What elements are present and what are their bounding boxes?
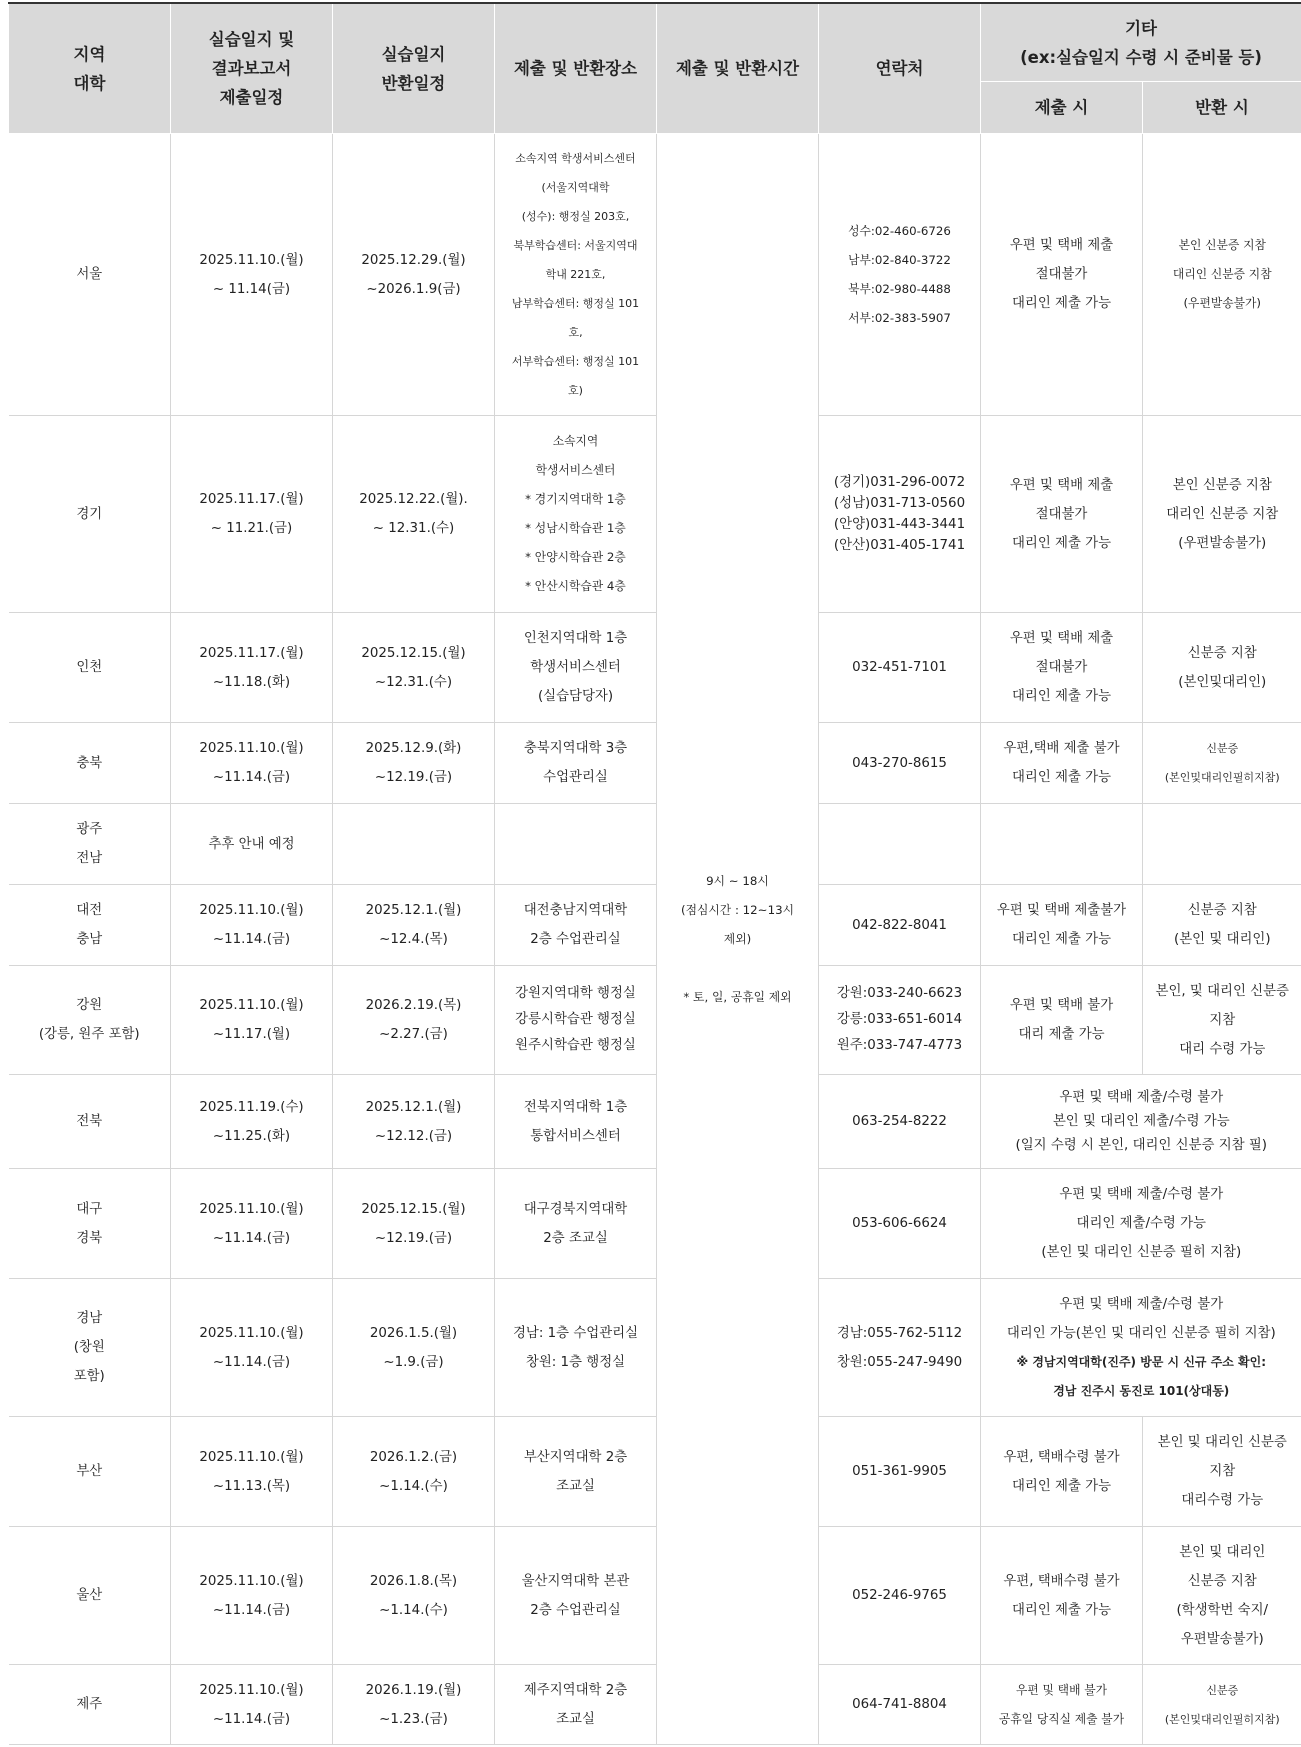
cell-etc-submit: 우편 및 택배 제출불가 대리인 제출 가능 xyxy=(981,885,1143,966)
cell-shared-time: 9시 ~ 18시 (점심시간 : 12~13시 제외) * 토, 일, 공휴일 제외 xyxy=(657,134,819,1745)
cell-submit-schedule: 2025.11.17.(월) ~ 11.21.(금) xyxy=(171,416,333,613)
table-row xyxy=(9,613,1301,723)
cell-submit-schedule: 2025.11.10.(월) ~ 11.14(금) xyxy=(171,134,333,416)
cell-return-schedule: 2025.12.15.(월) ~12.19.(금) xyxy=(333,1169,495,1279)
cell-contact: 경남:055-762-5112 창원:055-247-9490 xyxy=(819,1279,981,1417)
cell-place: 제주지역대학 2층 조교실 xyxy=(495,1665,657,1745)
cell-etc-return: 본인 신분증 지참 대리인 신분증 지참 (우편발송불가) xyxy=(1143,134,1301,416)
header-return-schedule: 실습일지 반환일정 xyxy=(333,3,495,134)
cell-etc-submit: 우편 및 택배 불가 대리 제출 가능 xyxy=(981,966,1143,1075)
cell-return-schedule: 2025.12.15.(월) ~12.31.(수) xyxy=(333,613,495,723)
table-row xyxy=(9,723,1301,804)
cell-contact: 064-741-8804 xyxy=(819,1665,981,1745)
cell-submit-schedule: 2025.11.17.(월) ~11.18.(화) xyxy=(171,613,333,723)
table-row xyxy=(9,1279,1301,1417)
cell-region: 서울 xyxy=(9,134,171,416)
table-row xyxy=(9,1417,1301,1527)
cell-place: 강원지역대학 행정실 강릉시학습관 행정실 원주시학습관 행정실 xyxy=(495,966,657,1075)
table-row xyxy=(9,885,1301,966)
cell-etc-return: 본인 및 대리인 신분증 지참 대리수령 가능 xyxy=(1143,1417,1301,1527)
cell-submit-schedule: 2025.11.19.(수) ~11.25.(화) xyxy=(171,1075,333,1169)
cell-place: 인천지역대학 1층 학생서비스센터 (실습담당자) xyxy=(495,613,657,723)
cell-region: 울산 xyxy=(9,1527,171,1665)
cell-contact: 052-246-9765 xyxy=(819,1527,981,1665)
table-row xyxy=(9,966,1301,1075)
cell-region: 경기 xyxy=(9,416,171,613)
table-row xyxy=(9,416,1301,613)
cell-submit-schedule: 2025.11.10.(월) ~11.13.(목) xyxy=(171,1417,333,1527)
cell-region: 광주 전남 xyxy=(9,804,171,885)
cell-etc-submit: 우편 및 택배 제출 절대불가 대리인 제출 가능 xyxy=(981,416,1143,613)
cell-place: 소속지역 학생서비스센터 (서울지역대학 (성수): 행정실 203호, 북부학습센터: 서울지역대 학내 221호, 남부학습센터: 행정실 101 호, 서부학습센터: 행정실 101 호) xyxy=(495,134,657,416)
table-row xyxy=(9,1665,1301,1745)
cell-etc-submit: 우편 및 택배 불가 공휴일 당직실 제출 불가 xyxy=(981,1665,1143,1745)
cell-contact xyxy=(819,804,981,885)
header-etc-submit: 제출 시 xyxy=(981,82,1143,134)
cell-region: 강원 (강릉, 원주 포함) xyxy=(9,966,171,1075)
cell-etc-return: 신분증 (본인및대리인필히지참) xyxy=(1143,1665,1301,1745)
gyeongnam-address-note: ※ 경남지역대학(진주) 방문 시 신규 주소 확인: 경남 진주시 동진로 101(상대동) xyxy=(1016,1354,1267,1398)
cell-contact: 051-361-9905 xyxy=(819,1417,981,1527)
cell-contact: 성수:02-460-6726 남부:02-840-3722 북부:02-980-4488 서부:02-383-5907 xyxy=(819,134,981,416)
header-etc: 기타 (ex:실습일지 수령 시 준비물 등) xyxy=(981,3,1301,82)
cell-etc-return: 신분증 지참 (본인 및 대리인) xyxy=(1143,885,1301,966)
cell-place: 경남: 1층 수업관리실 창원: 1층 행정실 xyxy=(495,1279,657,1417)
submission-schedule-table xyxy=(8,2,1301,1745)
cell-return-schedule: 2026.1.2.(금) ~1.14.(수) xyxy=(333,1417,495,1527)
cell-return-schedule: 2026.2.19.(목) ~2.27.(금) xyxy=(333,966,495,1075)
cell-contact: 063-254-8222 xyxy=(819,1075,981,1169)
cell-submit-schedule: 2025.11.10.(월) ~11.14.(금) xyxy=(171,1169,333,1279)
cell-place: 대구경북지역대학 2층 조교실 xyxy=(495,1169,657,1279)
cell-return-schedule: 2026.1.19.(월) ~1.23.(금) xyxy=(333,1665,495,1745)
header-time: 제출 및 반환시간 xyxy=(657,3,819,134)
cell-etc-return xyxy=(1143,804,1301,885)
cell-etc-merged: 우편 및 택배 제출/수령 불가 본인 및 대리인 제출/수령 가능 (일지 수령 시 본인, 대리인 신분증 지참 필) xyxy=(981,1075,1301,1169)
cell-etc-return: 본인, 및 대리인 신분증 지참 대리 수령 가능 xyxy=(1143,966,1301,1075)
cell-place: 전북지역대학 1층 통합서비스센터 xyxy=(495,1075,657,1169)
cell-place xyxy=(495,804,657,885)
cell-contact: 강원:033-240-6623 강릉:033-651-6014 원주:033-747-4773 xyxy=(819,966,981,1075)
cell-contact: 032-451-7101 xyxy=(819,613,981,723)
cell-submit-schedule: 2025.11.10.(월) ~11.14.(금) xyxy=(171,723,333,804)
cell-return-schedule: 2025.12.1.(월) ~12.4.(목) xyxy=(333,885,495,966)
table-row xyxy=(9,1527,1301,1665)
table-row xyxy=(9,1075,1301,1169)
cell-submit-schedule: 추후 안내 예정 xyxy=(171,804,333,885)
cell-region: 대구 경북 xyxy=(9,1169,171,1279)
table-row xyxy=(9,804,1301,885)
cell-place: 울산지역대학 본관 2층 수업관리실 xyxy=(495,1527,657,1665)
cell-return-schedule: 2025.12.22.(월). ~ 12.31.(수) xyxy=(333,416,495,613)
cell-contact: 042-822-8041 xyxy=(819,885,981,966)
table-row xyxy=(9,134,1301,416)
cell-etc-submit: 우편 및 택배 제출 절대불가 대리인 제출 가능 xyxy=(981,134,1143,416)
header-place: 제출 및 반환장소 xyxy=(495,3,657,134)
cell-contact: (경기)031-296-0072 (성남)031-713-0560 (안양)031-443-3441 (안산)031-405-1741 xyxy=(819,416,981,613)
cell-etc-submit: 우편, 택배수령 불가 대리인 제출 가능 xyxy=(981,1417,1143,1527)
cell-region: 제주 xyxy=(9,1665,171,1745)
cell-region: 경남 (창원 포함) xyxy=(9,1279,171,1417)
cell-etc-return: 신분증 지참 (본인및대리인) xyxy=(1143,613,1301,723)
cell-place: 충북지역대학 3층 수업관리실 xyxy=(495,723,657,804)
cell-submit-schedule: 2025.11.10.(월) ~11.14.(금) xyxy=(171,885,333,966)
table-row xyxy=(9,1169,1301,1279)
cell-submit-schedule: 2025.11.10.(월) ~11.17.(월) xyxy=(171,966,333,1075)
cell-etc-submit: 우편,택배 제출 불가 대리인 제출 가능 xyxy=(981,723,1143,804)
cell-etc-merged: 우편 및 택배 제출/수령 불가 대리인 제출/수령 가능 (본인 및 대리인 신분증 필히 지참) xyxy=(981,1169,1301,1279)
cell-submit-schedule: 2025.11.10.(월) ~11.14.(금) xyxy=(171,1527,333,1665)
cell-etc-merged: 우편 및 택배 제출/수령 불가 대리인 가능(본인 및 대리인 신분증 필히 지참) ※ 경남지역대학(진주) 방문 시 신규 주소 확인: 경남 진주시 동진로 101(상대동) xyxy=(981,1279,1301,1417)
cell-return-schedule: 2025.12.1.(월) ~12.12.(금) xyxy=(333,1075,495,1169)
cell-place: 대전충남지역대학 2층 수업관리실 xyxy=(495,885,657,966)
cell-place: 소속지역 학생서비스센터 * 경기지역대학 1층 * 성남시학습관 1층 * 안양시학습관 2층 * 안산시학습관 4층 xyxy=(495,416,657,613)
cell-etc-return: 본인 신분증 지참 대리인 신분증 지참 (우편발송불가) xyxy=(1143,416,1301,613)
cell-region: 충북 xyxy=(9,723,171,804)
cell-return-schedule xyxy=(333,804,495,885)
cell-region: 전북 xyxy=(9,1075,171,1169)
cell-etc-submit: 우편, 택배수령 불가 대리인 제출 가능 xyxy=(981,1527,1143,1665)
header-submit-schedule: 실습일지 및 결과보고서 제출일정 xyxy=(171,3,333,134)
cell-return-schedule: 2025.12.9.(화) ~12.19.(금) xyxy=(333,723,495,804)
cell-submit-schedule: 2025.11.10.(월) ~11.14.(금) xyxy=(171,1279,333,1417)
cell-return-schedule: 2026.1.5.(월) ~1.9.(금) xyxy=(333,1279,495,1417)
cell-contact: 053-606-6624 xyxy=(819,1169,981,1279)
cell-submit-schedule: 2025.11.10.(월) ~11.14.(금) xyxy=(171,1665,333,1745)
cell-return-schedule: 2026.1.8.(목) ~1.14.(수) xyxy=(333,1527,495,1665)
cell-region: 부산 xyxy=(9,1417,171,1527)
cell-etc-submit: 우편 및 택배 제출 절대불가 대리인 제출 가능 xyxy=(981,613,1143,723)
header-etc-return: 반환 시 xyxy=(1143,82,1301,134)
cell-return-schedule: 2025.12.29.(월) ~2026.1.9(금) xyxy=(333,134,495,416)
cell-contact: 043-270-8615 xyxy=(819,723,981,804)
cell-place: 부산지역대학 2층 조교실 xyxy=(495,1417,657,1527)
header-region: 지역 대학 xyxy=(9,3,171,134)
cell-etc-submit xyxy=(981,804,1143,885)
cell-etc-return: 신분증 (본인및대리인필히지참) xyxy=(1143,723,1301,804)
cell-region: 인천 xyxy=(9,613,171,723)
cell-etc-return: 본인 및 대리인 신분증 지참 (학생학번 숙지/ 우편발송불가) xyxy=(1143,1527,1301,1665)
header-contact: 연락처 xyxy=(819,3,981,134)
cell-region: 대전 충남 xyxy=(9,885,171,966)
